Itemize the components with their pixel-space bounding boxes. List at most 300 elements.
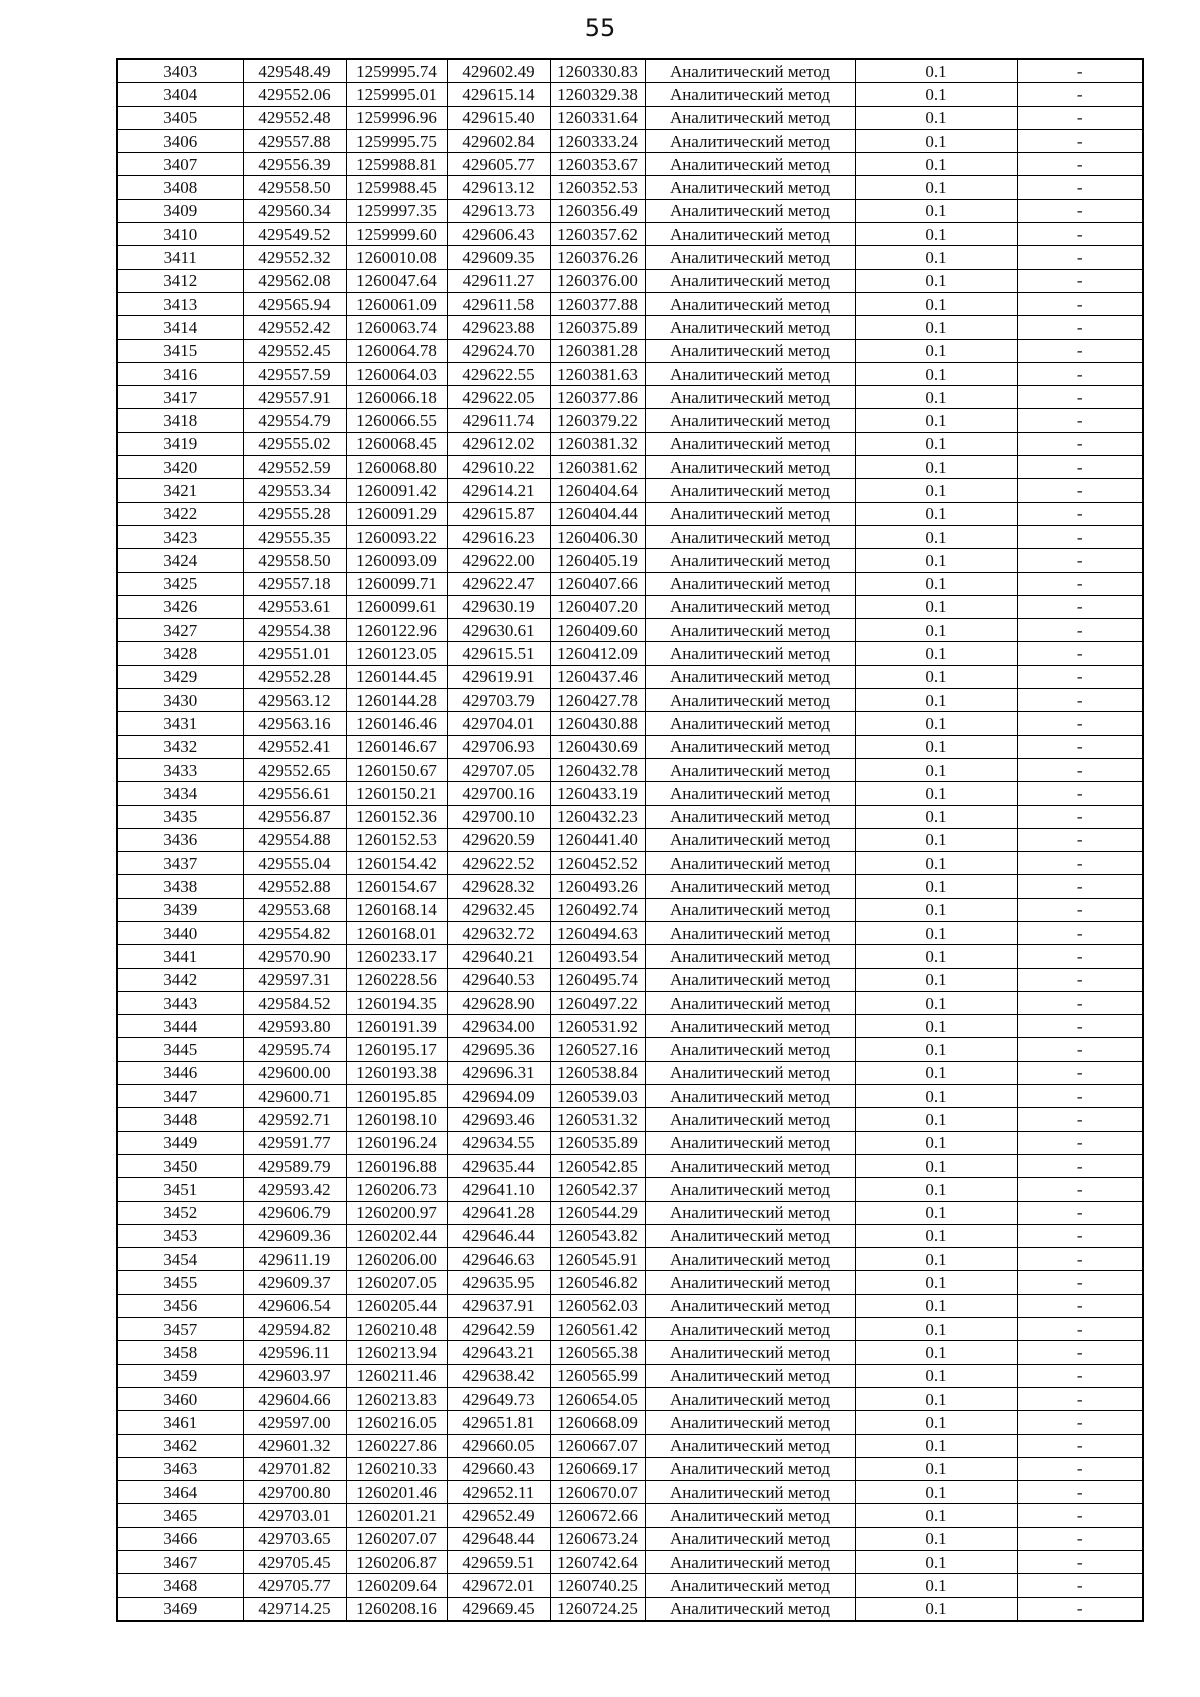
accuracy-cell: 0.1 [855, 549, 1017, 572]
table-row [117, 1294, 1143, 1317]
x1-cell: 429609.37 [243, 1271, 346, 1294]
y2-cell: 1260542.37 [550, 1178, 645, 1201]
x1-cell: 429557.91 [243, 386, 346, 409]
point-number-cell: 3433 [117, 758, 243, 781]
x2-cell: 429660.43 [447, 1457, 550, 1480]
x2-cell: 429700.16 [447, 782, 550, 805]
table-row [117, 525, 1143, 548]
point-number-cell: 3416 [117, 362, 243, 385]
table-row [117, 199, 1143, 222]
y2-cell: 1260407.66 [550, 572, 645, 595]
method-cell: Аналитический метод [645, 1364, 855, 1387]
note-cell: - [1017, 1224, 1143, 1247]
method-cell: Аналитический метод [645, 1248, 855, 1271]
y1-cell: 1260205.44 [346, 1294, 447, 1317]
y1-cell: 1260208.16 [346, 1597, 447, 1621]
note-cell: - [1017, 1411, 1143, 1434]
table-row [117, 1224, 1143, 1247]
y1-cell: 1260047.64 [346, 269, 447, 292]
x2-cell: 429628.32 [447, 875, 550, 898]
accuracy-cell: 0.1 [855, 1318, 1017, 1341]
table-row [117, 991, 1143, 1014]
y2-cell: 1260654.05 [550, 1387, 645, 1410]
accuracy-cell: 0.1 [855, 129, 1017, 152]
y1-cell: 1260207.07 [346, 1527, 447, 1550]
accuracy-cell: 0.1 [855, 1481, 1017, 1504]
y2-cell: 1260375.89 [550, 316, 645, 339]
x1-cell: 429558.50 [243, 176, 346, 199]
y2-cell: 1260379.22 [550, 409, 645, 432]
accuracy-cell: 0.1 [855, 106, 1017, 129]
accuracy-cell: 0.1 [855, 1411, 1017, 1434]
x1-cell: 429554.38 [243, 619, 346, 642]
table-row [117, 1527, 1143, 1550]
y2-cell: 1260531.92 [550, 1015, 645, 1038]
x1-cell: 429558.50 [243, 549, 346, 572]
point-number-cell: 3409 [117, 199, 243, 222]
note-cell: - [1017, 1597, 1143, 1621]
y2-cell: 1260670.07 [550, 1481, 645, 1504]
y1-cell: 1260210.48 [346, 1318, 447, 1341]
y2-cell: 1260668.09 [550, 1411, 645, 1434]
x1-cell: 429594.82 [243, 1318, 346, 1341]
note-cell: - [1017, 898, 1143, 921]
x1-cell: 429557.59 [243, 362, 346, 385]
accuracy-cell: 0.1 [855, 456, 1017, 479]
y2-cell: 1260538.84 [550, 1061, 645, 1084]
note-cell: - [1017, 1551, 1143, 1574]
x2-cell: 429622.55 [447, 362, 550, 385]
table-row [117, 945, 1143, 968]
x2-cell: 429659.51 [447, 1551, 550, 1574]
point-number-cell: 3456 [117, 1294, 243, 1317]
y2-cell: 1260543.82 [550, 1224, 645, 1247]
accuracy-cell: 0.1 [855, 1108, 1017, 1131]
y2-cell: 1260542.85 [550, 1154, 645, 1177]
accuracy-cell: 0.1 [855, 1597, 1017, 1621]
note-cell: - [1017, 1504, 1143, 1527]
y2-cell: 1260412.09 [550, 642, 645, 665]
x2-cell: 429622.52 [447, 852, 550, 875]
accuracy-cell: 0.1 [855, 735, 1017, 758]
x2-cell: 429700.10 [447, 805, 550, 828]
x2-cell: 429693.46 [447, 1108, 550, 1131]
accuracy-cell: 0.1 [855, 1224, 1017, 1247]
y1-cell: 1260201.46 [346, 1481, 447, 1504]
method-cell: Аналитический метод [645, 246, 855, 269]
note-cell: - [1017, 805, 1143, 828]
note-cell: - [1017, 316, 1143, 339]
point-number-cell: 3423 [117, 525, 243, 548]
accuracy-cell: 0.1 [855, 712, 1017, 735]
point-number-cell: 3439 [117, 898, 243, 921]
y2-cell: 1260432.23 [550, 805, 645, 828]
x1-cell: 429555.04 [243, 852, 346, 875]
accuracy-cell: 0.1 [855, 246, 1017, 269]
method-cell: Аналитический метод [645, 1574, 855, 1597]
accuracy-cell: 0.1 [855, 595, 1017, 618]
method-cell: Аналитический метод [645, 921, 855, 944]
method-cell: Аналитический метод [645, 339, 855, 362]
method-cell: Аналитический метод [645, 945, 855, 968]
y1-cell: 1260066.55 [346, 409, 447, 432]
y2-cell: 1260562.03 [550, 1294, 645, 1317]
x1-cell: 429560.34 [243, 199, 346, 222]
y2-cell: 1260546.82 [550, 1271, 645, 1294]
x1-cell: 429552.88 [243, 875, 346, 898]
y2-cell: 1260531.32 [550, 1108, 645, 1131]
page-number: 55 [584, 14, 616, 42]
y1-cell: 1260150.21 [346, 782, 447, 805]
table-row [117, 456, 1143, 479]
y1-cell: 1260233.17 [346, 945, 447, 968]
method-cell: Аналитический метод [645, 549, 855, 572]
y1-cell: 1260064.03 [346, 362, 447, 385]
y2-cell: 1260329.38 [550, 83, 645, 106]
method-cell: Аналитический метод [645, 1085, 855, 1108]
accuracy-cell: 0.1 [855, 1341, 1017, 1364]
table-row [117, 1434, 1143, 1457]
table-row [117, 898, 1143, 921]
y2-cell: 1260742.64 [550, 1551, 645, 1574]
accuracy-cell: 0.1 [855, 572, 1017, 595]
x2-cell: 429703.79 [447, 689, 550, 712]
y1-cell: 1260228.56 [346, 968, 447, 991]
note-cell: - [1017, 758, 1143, 781]
point-number-cell: 3445 [117, 1038, 243, 1061]
table-row [117, 409, 1143, 432]
note-cell: - [1017, 1154, 1143, 1177]
method-cell: Аналитический метод [645, 758, 855, 781]
method-cell: Аналитический метод [645, 479, 855, 502]
accuracy-cell: 0.1 [855, 339, 1017, 362]
point-number-cell: 3452 [117, 1201, 243, 1224]
table-row [117, 432, 1143, 455]
accuracy-cell: 0.1 [855, 316, 1017, 339]
point-number-cell: 3419 [117, 432, 243, 455]
point-number-cell: 3417 [117, 386, 243, 409]
table-row [117, 875, 1143, 898]
table-row [117, 1387, 1143, 1410]
point-number-cell: 3427 [117, 619, 243, 642]
method-cell: Аналитический метод [645, 619, 855, 642]
note-cell: - [1017, 525, 1143, 548]
x1-cell: 429552.42 [243, 316, 346, 339]
y2-cell: 1260357.62 [550, 223, 645, 246]
note-cell: - [1017, 456, 1143, 479]
method-cell: Аналитический метод [645, 805, 855, 828]
note-cell: - [1017, 292, 1143, 315]
note-cell: - [1017, 828, 1143, 851]
x2-cell: 429615.51 [447, 642, 550, 665]
x1-cell: 429562.08 [243, 269, 346, 292]
note-cell: - [1017, 712, 1143, 735]
x2-cell: 429628.90 [447, 991, 550, 1014]
y1-cell: 1259995.75 [346, 129, 447, 152]
y2-cell: 1260669.17 [550, 1457, 645, 1480]
x2-cell: 429648.44 [447, 1527, 550, 1550]
y1-cell: 1259999.60 [346, 223, 447, 246]
table-row [117, 572, 1143, 595]
note-cell: - [1017, 1271, 1143, 1294]
note-cell: - [1017, 362, 1143, 385]
note-cell: - [1017, 176, 1143, 199]
table-row [117, 106, 1143, 129]
x1-cell: 429595.74 [243, 1038, 346, 1061]
note-cell: - [1017, 968, 1143, 991]
y1-cell: 1260093.09 [346, 549, 447, 572]
method-cell: Аналитический метод [645, 1434, 855, 1457]
point-number-cell: 3446 [117, 1061, 243, 1084]
y1-cell: 1260168.01 [346, 921, 447, 944]
x2-cell: 429652.49 [447, 1504, 550, 1527]
point-number-cell: 3438 [117, 875, 243, 898]
method-cell: Аналитический метод [645, 828, 855, 851]
y2-cell: 1260545.91 [550, 1248, 645, 1271]
x1-cell: 429552.41 [243, 735, 346, 758]
accuracy-cell: 0.1 [855, 176, 1017, 199]
table-row [117, 1504, 1143, 1527]
x1-cell: 429589.79 [243, 1154, 346, 1177]
note-cell: - [1017, 339, 1143, 362]
accuracy-cell: 0.1 [855, 665, 1017, 688]
table-row [117, 386, 1143, 409]
point-number-cell: 3407 [117, 153, 243, 176]
x2-cell: 429605.77 [447, 153, 550, 176]
x2-cell: 429696.31 [447, 1061, 550, 1084]
y1-cell: 1260144.28 [346, 689, 447, 712]
x2-cell: 429638.42 [447, 1364, 550, 1387]
note-cell: - [1017, 1457, 1143, 1480]
table-row [117, 828, 1143, 851]
point-number-cell: 3464 [117, 1481, 243, 1504]
y2-cell: 1260381.32 [550, 432, 645, 455]
accuracy-cell: 0.1 [855, 852, 1017, 875]
note-cell: - [1017, 223, 1143, 246]
y2-cell: 1260404.44 [550, 502, 645, 525]
note-cell: - [1017, 1201, 1143, 1224]
y2-cell: 1260672.66 [550, 1504, 645, 1527]
method-cell: Аналитический метод [645, 269, 855, 292]
y1-cell: 1260064.78 [346, 339, 447, 362]
x1-cell: 429609.36 [243, 1224, 346, 1247]
method-cell: Аналитический метод [645, 129, 855, 152]
y2-cell: 1260353.67 [550, 153, 645, 176]
note-cell: - [1017, 479, 1143, 502]
accuracy-cell: 0.1 [855, 83, 1017, 106]
note-cell: - [1017, 991, 1143, 1014]
method-cell: Аналитический метод [645, 199, 855, 222]
table-row [117, 1201, 1143, 1224]
table-row [117, 968, 1143, 991]
point-number-cell: 3440 [117, 921, 243, 944]
note-cell: - [1017, 246, 1143, 269]
x2-cell: 429652.11 [447, 1481, 550, 1504]
x2-cell: 429624.70 [447, 339, 550, 362]
method-cell: Аналитический метод [645, 1271, 855, 1294]
y2-cell: 1260492.74 [550, 898, 645, 921]
accuracy-cell: 0.1 [855, 945, 1017, 968]
accuracy-cell: 0.1 [855, 199, 1017, 222]
accuracy-cell: 0.1 [855, 223, 1017, 246]
table-row [117, 502, 1143, 525]
x1-cell: 429552.45 [243, 339, 346, 362]
y1-cell: 1260146.67 [346, 735, 447, 758]
y2-cell: 1260740.25 [550, 1574, 645, 1597]
method-cell: Аналитический метод [645, 502, 855, 525]
y2-cell: 1260404.64 [550, 479, 645, 502]
y1-cell: 1260193.38 [346, 1061, 447, 1084]
x2-cell: 429630.61 [447, 619, 550, 642]
y2-cell: 1260452.52 [550, 852, 645, 875]
accuracy-cell: 0.1 [855, 409, 1017, 432]
x2-cell: 429706.93 [447, 735, 550, 758]
y1-cell: 1260122.96 [346, 619, 447, 642]
note-cell: - [1017, 1481, 1143, 1504]
y2-cell: 1260493.54 [550, 945, 645, 968]
x1-cell: 429603.97 [243, 1364, 346, 1387]
table-row [117, 246, 1143, 269]
y1-cell: 1260196.24 [346, 1131, 447, 1154]
y2-cell: 1260405.19 [550, 549, 645, 572]
point-number-cell: 3414 [117, 316, 243, 339]
note-cell: - [1017, 199, 1143, 222]
accuracy-cell: 0.1 [855, 479, 1017, 502]
table-row [117, 1551, 1143, 1574]
note-cell: - [1017, 386, 1143, 409]
point-number-cell: 3437 [117, 852, 243, 875]
note-cell: - [1017, 921, 1143, 944]
x1-cell: 429597.00 [243, 1411, 346, 1434]
note-cell: - [1017, 945, 1143, 968]
note-cell: - [1017, 735, 1143, 758]
point-number-cell: 3461 [117, 1411, 243, 1434]
method-cell: Аналитический метод [645, 1154, 855, 1177]
table-row [117, 549, 1143, 572]
point-number-cell: 3411 [117, 246, 243, 269]
y2-cell: 1260381.28 [550, 339, 645, 362]
y2-cell: 1260724.25 [550, 1597, 645, 1621]
accuracy-cell: 0.1 [855, 921, 1017, 944]
point-number-cell: 3444 [117, 1015, 243, 1038]
accuracy-cell: 0.1 [855, 1527, 1017, 1550]
note-cell: - [1017, 619, 1143, 642]
table-row [117, 735, 1143, 758]
method-cell: Аналитический метод [645, 852, 855, 875]
accuracy-cell: 0.1 [855, 362, 1017, 385]
note-cell: - [1017, 642, 1143, 665]
method-cell: Аналитический метод [645, 1061, 855, 1084]
x2-cell: 429612.02 [447, 432, 550, 455]
accuracy-cell: 0.1 [855, 805, 1017, 828]
y2-cell: 1260527.16 [550, 1038, 645, 1061]
point-number-cell: 3412 [117, 269, 243, 292]
table-row [117, 1318, 1143, 1341]
note-cell: - [1017, 549, 1143, 572]
y2-cell: 1260406.30 [550, 525, 645, 548]
table-row [117, 292, 1143, 315]
point-number-cell: 3429 [117, 665, 243, 688]
x1-cell: 429611.19 [243, 1248, 346, 1271]
x1-cell: 429553.61 [243, 595, 346, 618]
method-cell: Аналитический метод [645, 386, 855, 409]
table-row [117, 59, 1143, 83]
x1-cell: 429556.61 [243, 782, 346, 805]
x1-cell: 429714.25 [243, 1597, 346, 1621]
x1-cell: 429552.06 [243, 83, 346, 106]
y2-cell: 1260330.83 [550, 59, 645, 83]
y1-cell: 1260152.36 [346, 805, 447, 828]
table-row [117, 269, 1143, 292]
method-cell: Аналитический метод [645, 1551, 855, 1574]
accuracy-cell: 0.1 [855, 642, 1017, 665]
x2-cell: 429611.27 [447, 269, 550, 292]
point-number-cell: 3451 [117, 1178, 243, 1201]
y2-cell: 1260381.63 [550, 362, 645, 385]
table-row [117, 921, 1143, 944]
x2-cell: 429606.43 [447, 223, 550, 246]
point-number-cell: 3441 [117, 945, 243, 968]
method-cell: Аналитический метод [645, 1015, 855, 1038]
y2-cell: 1260376.26 [550, 246, 645, 269]
x2-cell: 429620.59 [447, 828, 550, 851]
y1-cell: 1260154.67 [346, 875, 447, 898]
point-number-cell: 3443 [117, 991, 243, 1014]
table-row [117, 153, 1143, 176]
x2-cell: 429695.36 [447, 1038, 550, 1061]
note-cell: - [1017, 502, 1143, 525]
point-number-cell: 3467 [117, 1551, 243, 1574]
y2-cell: 1260565.38 [550, 1341, 645, 1364]
method-cell: Аналитический метод [645, 362, 855, 385]
method-cell: Аналитический метод [645, 991, 855, 1014]
point-number-cell: 3420 [117, 456, 243, 479]
table-row [117, 1574, 1143, 1597]
x2-cell: 429646.44 [447, 1224, 550, 1247]
point-number-cell: 3410 [117, 223, 243, 246]
y1-cell: 1260144.45 [346, 665, 447, 688]
y2-cell: 1260381.62 [550, 456, 645, 479]
x1-cell: 429555.28 [243, 502, 346, 525]
point-number-cell: 3455 [117, 1271, 243, 1294]
x2-cell: 429660.05 [447, 1434, 550, 1457]
accuracy-cell: 0.1 [855, 1015, 1017, 1038]
x1-cell: 429552.48 [243, 106, 346, 129]
accuracy-cell: 0.1 [855, 991, 1017, 1014]
method-cell: Аналитический метод [645, 525, 855, 548]
x2-cell: 429619.91 [447, 665, 550, 688]
point-number-cell: 3404 [117, 83, 243, 106]
y1-cell: 1260150.67 [346, 758, 447, 781]
x1-cell: 429705.45 [243, 1551, 346, 1574]
y1-cell: 1260068.45 [346, 432, 447, 455]
note-cell: - [1017, 665, 1143, 688]
x1-cell: 429563.16 [243, 712, 346, 735]
accuracy-cell: 0.1 [855, 1131, 1017, 1154]
x2-cell: 429632.45 [447, 898, 550, 921]
table-row [117, 83, 1143, 106]
table-row [117, 479, 1143, 502]
x1-cell: 429597.31 [243, 968, 346, 991]
accuracy-cell: 0.1 [855, 619, 1017, 642]
accuracy-cell: 0.1 [855, 1434, 1017, 1457]
point-number-cell: 3406 [117, 129, 243, 152]
x1-cell: 429553.68 [243, 898, 346, 921]
y2-cell: 1260561.42 [550, 1318, 645, 1341]
method-cell: Аналитический метод [645, 968, 855, 991]
x1-cell: 429556.39 [243, 153, 346, 176]
x2-cell: 429610.22 [447, 456, 550, 479]
